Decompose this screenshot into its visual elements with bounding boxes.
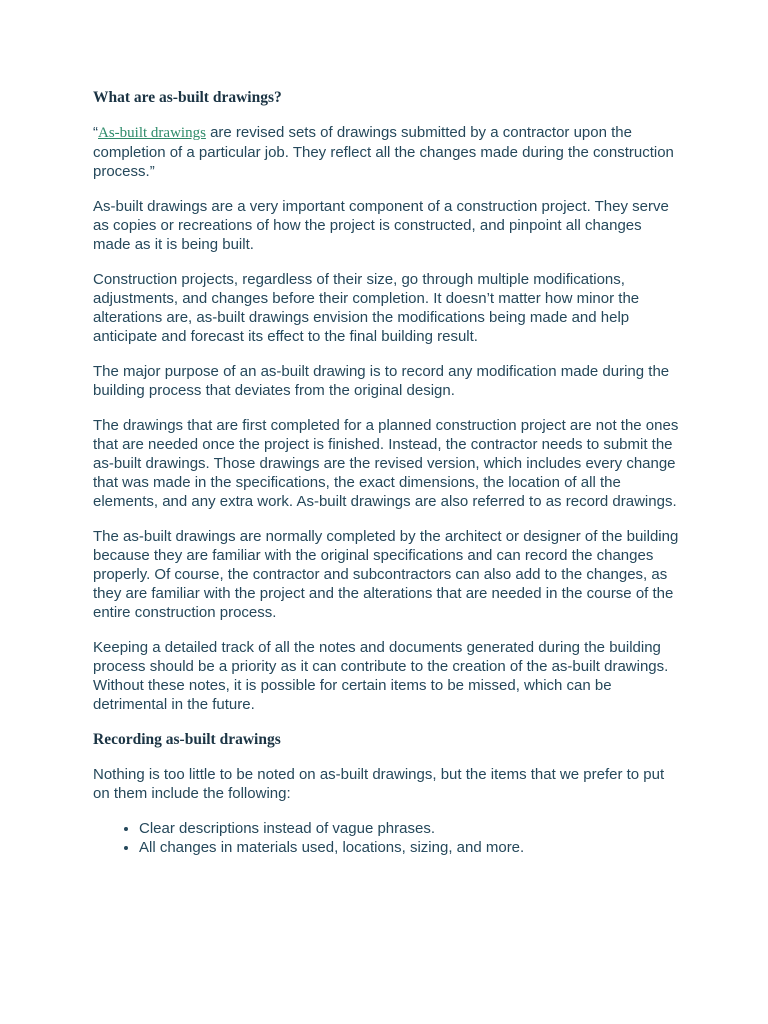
paragraph-2: Construction projects, regardless of their size, go through multiple modifications, adjustments, and changes before their completion. It doesn’t matter how minor the alterations are, as-built drawings envision the modifications being made and help anticipate and forecast its effect to the final building result.: [93, 271, 640, 345]
heading-what-are-as-built-drawings: What are as-built drawings?: [93, 89, 282, 106]
list-item: • Clear descriptions instead of vague phrases.: [139, 819, 683, 838]
paragraph-3: The major purpose of an as-built drawing is to record any modification made during the building process that deviates from the original design.: [93, 363, 670, 399]
document-page: [93, 88, 683, 857]
paragraph-5: The as-built drawings are normally completed by the architect or designer of the building because they are familiar with the original specifications and can record the changes properly. Of course, the contractor and subcontractors can also add to the changes, as they are familiar with the project and the alterations that are needed in the course of the entire construction process.: [93, 528, 679, 621]
intro-quote-text: are revised sets of drawings submitted by a contractor upon the completion of a particular job. They reflect all the changes made during the construction process.”: [93, 124, 674, 180]
paragraph-6: Keeping a detailed track of all the notes and documents generated during the building process should be a priority as it can contribute to the creation of the as-built drawings. Without these notes, it is possible for certain items to be missed, which can be detrimental in the future.: [93, 639, 669, 713]
heading-recording-as-built-drawings: Recording as-built drawings: [93, 731, 281, 748]
bullet-list: [93, 819, 683, 857]
intro-quote-paragraph: [93, 123, 683, 181]
open-quote: “: [93, 124, 98, 141]
as-built-drawings-link[interactable]: As-built drawings: [98, 125, 206, 141]
paragraph-1: As-built drawings are a very important component of a construction project. They serve as copies or recreations of how the project is constructed, and pinpoint all changes made as it is being built.: [93, 198, 669, 253]
list-item: • All changes in materials used, locations, sizing, and more.: [139, 838, 683, 857]
paragraph-recording-intro: Nothing is too little to be noted on as-built drawings, but the items that we prefer to put on them include the following:: [93, 766, 665, 802]
paragraph-4: The drawings that are first completed for a planned construction project are not the ones that are needed once the project is finished. Instead, the contractor needs to submit the as-built drawings. Those drawings are the revised version, which includes every change that was made in the specifications, the exact dimensions, the location of all the elements, and any extra work. As-built drawings are also referred to as record drawings.: [93, 417, 679, 510]
